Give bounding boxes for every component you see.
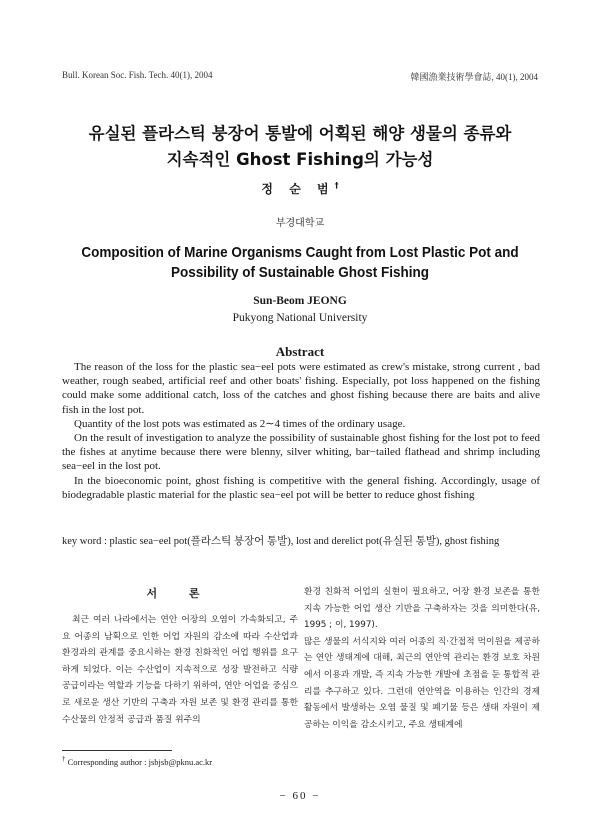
english-affiliation: Pukyong National University xyxy=(232,312,368,324)
author-dagger-mark: † xyxy=(334,181,339,190)
korean-affiliation: 부경대학교 xyxy=(275,218,325,229)
corresponding-author: Corresponding author : jsbjsb@pknu.ac.kr xyxy=(67,756,213,767)
running-head-journal-korean: 韓國漁業技術學會誌, 40(1), 2004 xyxy=(410,72,538,82)
abstract-body xyxy=(62,360,540,502)
abstract-heading: Abstract xyxy=(275,344,325,359)
english-title-line-2: Possibility of Sustainable Ghost Fishing xyxy=(170,264,430,281)
korean-title-line-2: 지속적인 Ghost Fishing의 가능성 xyxy=(166,150,434,169)
footnote-dagger-mark: † xyxy=(62,755,66,763)
running-head-journal: Bull. Korean Soc. Fish. Tech. 40(1), 2004 xyxy=(62,70,213,80)
introduction-paragraph-continued: 환경 친화적 어업의 실현이 필요하고, 어장 환경 보존을 통한 지속 가능한 어업 생산 기반을 구축하자는 것을 의미한다(유, 1995 ; 이, 1997). xyxy=(304,587,540,631)
korean-author-name: 정 순 범 xyxy=(261,182,335,196)
introduction-heading: 서 론 xyxy=(146,587,214,600)
english-title xyxy=(66,243,534,283)
english-title-line-1: Composition of Marine Organisms Caught from Lost Plastic Pot and xyxy=(81,244,519,261)
abstract-paragraph: In the bioeconomic point, ghost fishing is competitive with the general fishing. Accordingly, usage of biodegradable plastic material for the plastic sea−eel pot will be better to reduce ghost fishing xyxy=(62,474,540,501)
keywords-text: plastic sea−eel pot(플라스틱 붕장어 통발), lost and derelict pot(유실된 통발), ghost fishing xyxy=(109,536,500,547)
english-author: Sun-Beom JEONG xyxy=(253,295,347,307)
abstract-paragraph: The reason of the loss for the plastic sea−eel pots were estimated as crew's mistake, strong current , bad weather, rough seabed, artificial reef and other boats' fishing. Especially, pot loss happened on the fishing could make some additional catch, loss of the catches and ghost fishing because there are baits and alive fish in the lost pot. xyxy=(62,361,540,416)
korean-title-line-1: 유실된 플라스틱 붕장어 통발에 어획된 해양 생물의 종류와 xyxy=(88,124,512,143)
page-number: − 60 − xyxy=(279,790,321,802)
right-column xyxy=(304,584,540,733)
abstract-paragraph: Quantity of the lost pots was estimated as 2∼4 times of the ordinary usage. xyxy=(74,417,406,430)
footnote xyxy=(62,755,212,767)
footnote-divider xyxy=(62,750,172,751)
korean-author xyxy=(0,180,600,197)
abstract-paragraph: On the result of investigation to analyze the possibility of sustainable ghost fishing for the lost pot to feed the fishes at anytime because there were blenny, silver whiting, bar−tailed flathead and shrimp including sea−eel in the lost pot. xyxy=(62,432,540,473)
introduction-paragraph: 최근 여러 나라에서는 연안 어장의 오염이 가속화되고, 주요 어종의 남획으로 인한 어업 자원의 감소에 따라 수산업과 환경과의 관계를 중요시하는 환경 친화적인 어업 행위를 요구하게 되었다. 이는 수산업이 지속적으로 성장 발전하고 식량 공급이라는 역할과 기능을 다하기 위하여, 연안 어업을 중심으로 새로운 생산 기반의 구축과 자원 보존 및 환경 관리를 통한 수산물의 안정적 공급과 품질 위주의 xyxy=(62,615,298,725)
keywords-label: key word : xyxy=(62,536,110,547)
introduction-paragraph: 많은 생물의 서식지와 여러 어종의 직·간접적 먹이원을 제공하는 연안 생태계에 대해, 최근의 연안역 관리는 환경 보호 차원에서 이용과 개발, 즉 지속 가능한 개발에 초점을 둔 통합적 관리를 추구하고 있다. 그런데 연안역을 이용하는 인간의 경제 활동에서 발생하는 오염 물질 및 폐기물 등은 생태 자원이 제공하는 이익을 감소시키고, 주요 생태계에 xyxy=(304,636,540,730)
keywords xyxy=(62,535,540,550)
korean-title xyxy=(40,121,560,173)
